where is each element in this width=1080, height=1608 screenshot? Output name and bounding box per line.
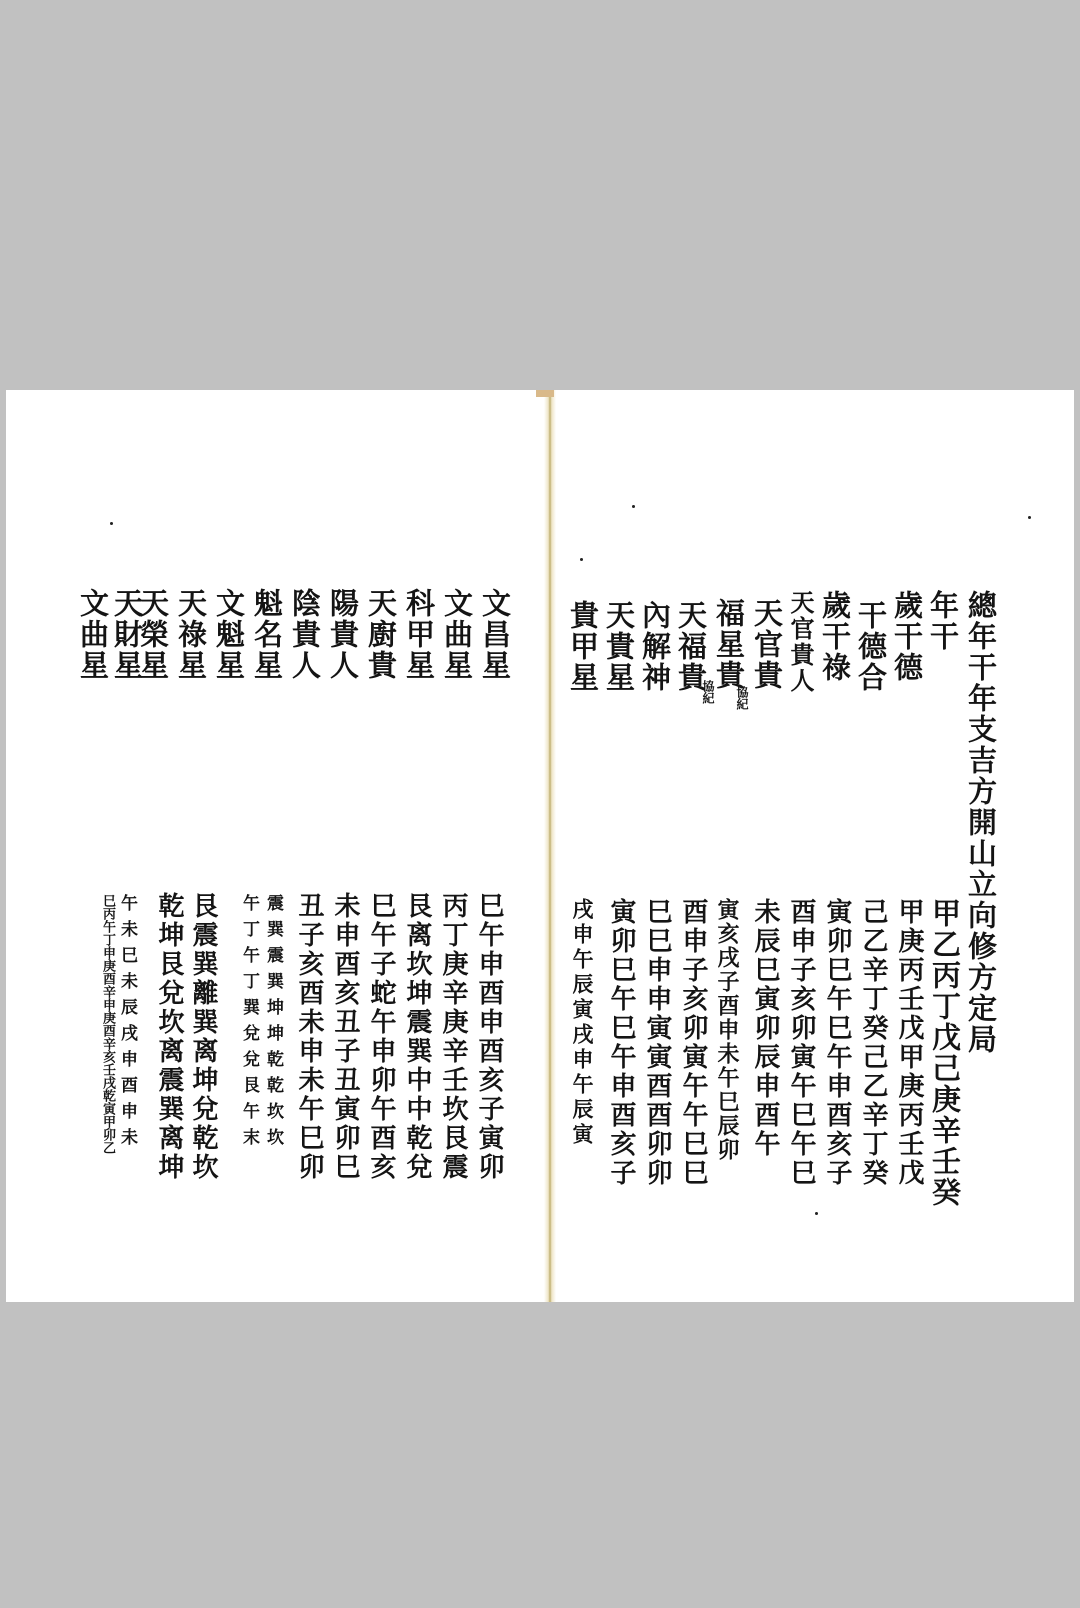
table-column: 未辰巳寅卯辰申酉午 [750, 898, 780, 1159]
table-column: 巳午子蛇午申卯午酉亥 [366, 892, 396, 1182]
table-column: 巳巳申申寅寅酉酉卯卯 [642, 898, 672, 1188]
table-column: 甲庚丙壬戊甲庚丙壬戊 [894, 898, 924, 1188]
label-ke-jia-xing: 科甲星 [402, 588, 436, 681]
table-column: 己乙辛丁癸己乙辛丁癸 [858, 898, 888, 1188]
table-column: 寅亥戌子酉申未午巳辰卯 [714, 898, 740, 1162]
book-spine [544, 390, 556, 1302]
label-yang-gui-ren: 陽貴人 [326, 588, 360, 681]
label-tian-fu-gui: 天福貴 [674, 600, 708, 693]
label-wen-qu-xing-2: 文曲星 [76, 588, 110, 681]
label-gui-jia-xing: 貴甲星 [566, 600, 600, 693]
label-wen-chang-xing: 文昌星 [478, 588, 512, 681]
label-sui-gan-lu: 歲干祿 [818, 590, 852, 683]
ink-speck [632, 505, 635, 508]
label-kui-ming-xing: 魁名星 [250, 588, 284, 681]
label-sui-gan-de: 歲干德 [890, 590, 924, 683]
page-title: 總年干年支吉方開山立向修方定局 [964, 590, 998, 1055]
table-column: 寅卯巳午巳午申酉亥子 [822, 898, 852, 1188]
label-tian-rong-xing: 天榮星 [136, 588, 170, 681]
table-column-small: 午未巳未辰戌申酉申未 [117, 894, 137, 1154]
table-column: 未申酉亥丑子丑寅卯巳 [330, 892, 360, 1182]
table-column: 艮震巽離巽离坤兌乾坎 [188, 892, 218, 1182]
table-column: 丑子亥酉未申未午巳卯 [294, 892, 324, 1182]
label-wen-qu-xing: 文曲星 [440, 588, 474, 681]
label-year-stem: 年干 [926, 590, 960, 652]
ink-speck [580, 558, 583, 561]
table-column: 酉申子亥卯寅午巳午巳 [786, 898, 816, 1188]
table-column-small: 午丁午丁巽兌兌艮午末 [239, 894, 259, 1154]
table-column: 丙丁庚辛庚辛壬坎艮震 [438, 892, 468, 1182]
label-gan-de-he: 干德合 [854, 600, 888, 693]
ink-speck [110, 522, 113, 525]
table-column-small: 巳丙午丁申庚酉辛申庚酉辛亥壬戌乾寅甲卯乙 [100, 894, 115, 1154]
table-column: 寅卯巳午巳午申酉亥子 [606, 898, 636, 1188]
right-page [556, 390, 1074, 1302]
stems-row: 甲乙丙丁戊己庚辛壬癸 [928, 898, 962, 1208]
label-tian-lu-xing: 天祿星 [174, 588, 208, 681]
left-page [6, 390, 544, 1302]
ink-speck [1028, 516, 1031, 519]
label-tian-guan-gui: 天官貴 [750, 598, 784, 691]
label-yin-gui-ren: 陰貴人 [288, 588, 322, 681]
label-wen-kui-xing: 文魁星 [212, 588, 246, 681]
label-note: 協紀 [701, 680, 715, 704]
ink-speck [815, 1212, 818, 1215]
table-column: 乾坤艮兌坎离震巽离坤 [154, 892, 184, 1182]
table-column: 酉申子亥卯寅午午巳巳 [678, 898, 708, 1188]
label-nei-jie-shen: 內解神 [638, 600, 672, 693]
label-tian-gui-xing: 天貴星 [602, 600, 636, 693]
table-column-small: 震巽震巽坤坤乾乾坎坎 [263, 894, 283, 1154]
label-tian-guan-gui-ren: 天官貴人 [786, 590, 815, 694]
table-column: 戌申午辰寅戌申午辰寅 [570, 898, 595, 1148]
label-note: 協紀 [735, 686, 749, 710]
table-column: 巳午申酉申酉亥子寅卯 [474, 892, 504, 1182]
label-tian-chu-gui: 天廚貴 [364, 588, 398, 681]
table-column: 艮离坎坤震巽中中乾兌 [402, 892, 432, 1182]
label-fu-xing-gui: 福星貴 [712, 598, 746, 691]
label-tian-cai-xing: 天財星 [110, 588, 144, 681]
